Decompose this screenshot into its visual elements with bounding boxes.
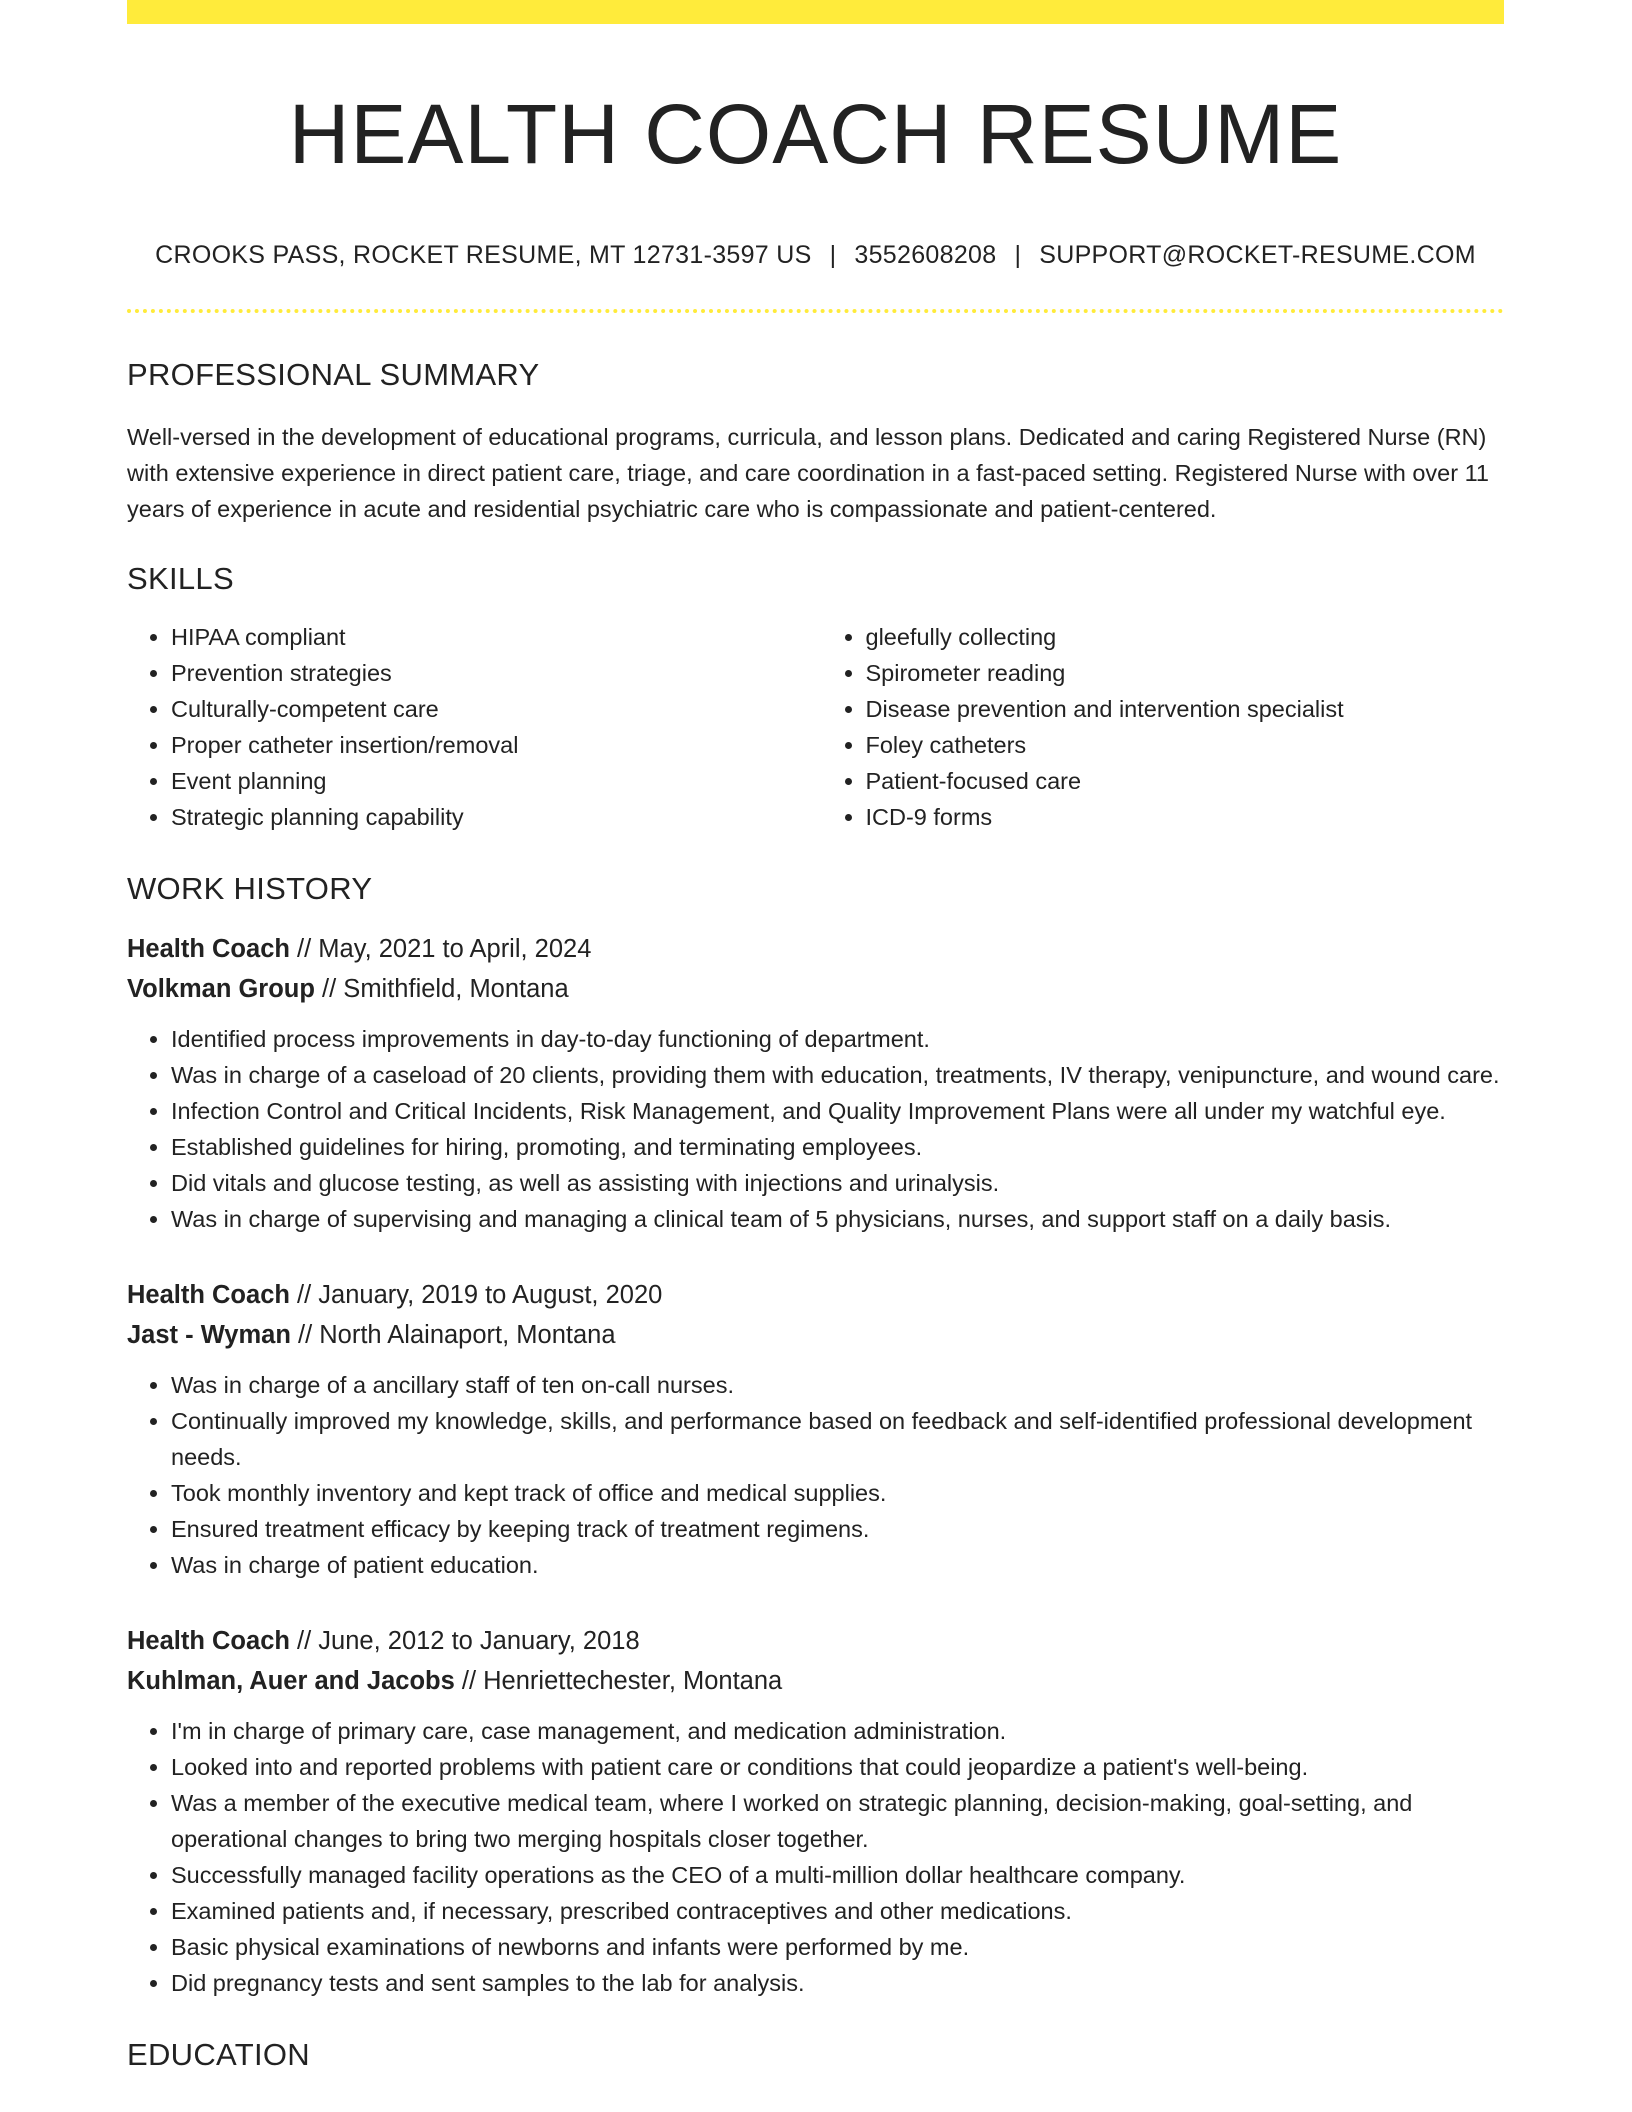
- job-bullet: • Established guidelines for hiring, promoting, and terminating employees.: [171, 1129, 1504, 1165]
- skills-heading: SKILLS: [127, 560, 234, 596]
- summary-text: Well-versed in the development of educational programs, curricula, and lesson plans. Dedicated and caring Registered Nurse (RN) with extensive experience in direct patient care, triage, and care coordination in a fast-paced setting. Registered Nurse with over 11 years of experience in acute and residential psychiatric care who is compassionate and patient-centered.: [127, 423, 1490, 522]
- job-bullet: • Infection Control and Critical Incidents, Risk Management, and Quality Improvement Plans were all under my watchful eye.: [171, 1093, 1504, 1129]
- job-company: Kuhlman, Auer and Jacobs: [127, 1666, 455, 1695]
- phone: 3552608208: [854, 240, 997, 269]
- skill-item: • Culturally-competent care: [171, 691, 816, 727]
- job-bullets: [127, 1021, 1504, 1237]
- skill-item: • gleefully collecting: [866, 619, 1505, 655]
- job-bullet: • Continually improved my knowledge, skills, and performance based on feedback and self-identified professional development needs.: [171, 1403, 1504, 1475]
- job-bullet: • Took monthly inventory and kept track of office and medical supplies.: [171, 1475, 1504, 1511]
- job-bullet: • Did pregnancy tests and sent samples to the lab for analysis.: [171, 1965, 1504, 2001]
- job-title-line: [127, 1275, 1504, 1315]
- skills-columns: [127, 619, 1504, 835]
- job-entry: [127, 1275, 1504, 1583]
- work-history-heading: WORK HISTORY: [127, 870, 373, 906]
- job-entry: [127, 1621, 1504, 2001]
- job-bullet: • Successfully managed facility operations as the CEO of a multi-million dollar healthcare company.: [171, 1857, 1504, 1893]
- job-company-line: [127, 969, 1504, 1009]
- job-bullet: • Was in charge of a caseload of 20 clients, providing them with education, treatments, IV therapy, venipuncture, and wound care.: [171, 1057, 1504, 1093]
- job-bullet: • Looked into and reported problems with patient care or conditions that could jeopardize a patient's well-being.: [171, 1749, 1504, 1785]
- job-bullet: • Examined patients and, if necessary, prescribed contraceptives and other medications.: [171, 1893, 1504, 1929]
- job-company: Jast - Wyman: [127, 1320, 291, 1349]
- job-dates: // January, 2019 to August, 2020: [289, 1280, 663, 1309]
- job-bullet: • Did vitals and glucose testing, as well as assisting with injections and urinalysis.: [171, 1165, 1504, 1201]
- skill-item: • Patient-focused care: [866, 763, 1505, 799]
- job-bullet: • Was in charge of a ancillary staff of ten on-call nurses.: [171, 1367, 1504, 1403]
- job-bullets: [127, 1367, 1504, 1583]
- summary-heading: PROFESSIONAL SUMMARY: [127, 356, 540, 392]
- address: CROOKS PASS, ROCKET RESUME, MT 12731-3597 US: [155, 240, 812, 269]
- skill-item: • Prevention strategies: [171, 655, 816, 691]
- job-bullet: • Was a member of the executive medical team, where I worked on strategic planning, decision-making, goal-setting, and operational changes to bring two merging hospitals closer together.: [171, 1785, 1504, 1857]
- job-location: // North Alainaport, Montana: [290, 1320, 616, 1349]
- skill-item: • Proper catheter insertion/removal: [171, 727, 816, 763]
- dotted-divider: [127, 309, 1504, 313]
- skill-item: • ICD-9 forms: [866, 799, 1505, 835]
- job-dates: // June, 2012 to January, 2018: [289, 1626, 640, 1655]
- job-title: Health Coach: [127, 1280, 290, 1309]
- email: SUPPORT@ROCKET-RESUME.COM: [1039, 240, 1476, 269]
- job-location: // Smithfield, Montana: [314, 974, 569, 1003]
- skill-item: • Foley catheters: [866, 727, 1505, 763]
- skill-item: • Disease prevention and intervention specialist: [866, 691, 1505, 727]
- job-entry: [127, 929, 1504, 1237]
- skills-list-right: [816, 619, 1505, 835]
- job-title-line: [127, 929, 1504, 969]
- accent-bar: [127, 0, 1504, 24]
- skill-item: • Spirometer reading: [866, 655, 1505, 691]
- job-location: // Henriettechester, Montana: [454, 1666, 783, 1695]
- resume-title: HEALTH COACH RESUME: [288, 87, 1343, 181]
- job-title: Health Coach: [127, 1626, 290, 1655]
- skill-item: • HIPAA compliant: [171, 619, 816, 655]
- skills-list-left: [127, 619, 816, 835]
- job-bullet: • Was in charge of patient education.: [171, 1547, 1504, 1583]
- contact-line: [127, 241, 1504, 270]
- job-bullet: • Basic physical examinations of newborns and infants were performed by me.: [171, 1929, 1504, 1965]
- separator: |: [1014, 240, 1022, 269]
- job-bullets: [127, 1713, 1504, 2001]
- job-company-line: [127, 1661, 1504, 1701]
- resume-page: [127, 0, 1504, 2073]
- job-bullet: • Ensured treatment efficacy by keeping track of treatment regimens.: [171, 1511, 1504, 1547]
- job-title-line: [127, 1621, 1504, 1661]
- skill-item: • Event planning: [171, 763, 816, 799]
- job-bullet: • Identified process improvements in day-to-day functioning of department.: [171, 1021, 1504, 1057]
- job-company: Volkman Group: [127, 974, 315, 1003]
- job-company-line: [127, 1315, 1504, 1355]
- skill-item: • Strategic planning capability: [171, 799, 816, 835]
- job-bullet: • Was in charge of supervising and managing a clinical team of 5 physicians, nurses, and support staff on a daily basis.: [171, 1201, 1504, 1237]
- education-heading: EDUCATION: [127, 2036, 310, 2072]
- job-title: Health Coach: [127, 934, 290, 963]
- separator: |: [829, 240, 837, 269]
- job-dates: // May, 2021 to April, 2024: [289, 934, 592, 963]
- job-bullet: • I'm in charge of primary care, case management, and medication administration.: [171, 1713, 1504, 1749]
